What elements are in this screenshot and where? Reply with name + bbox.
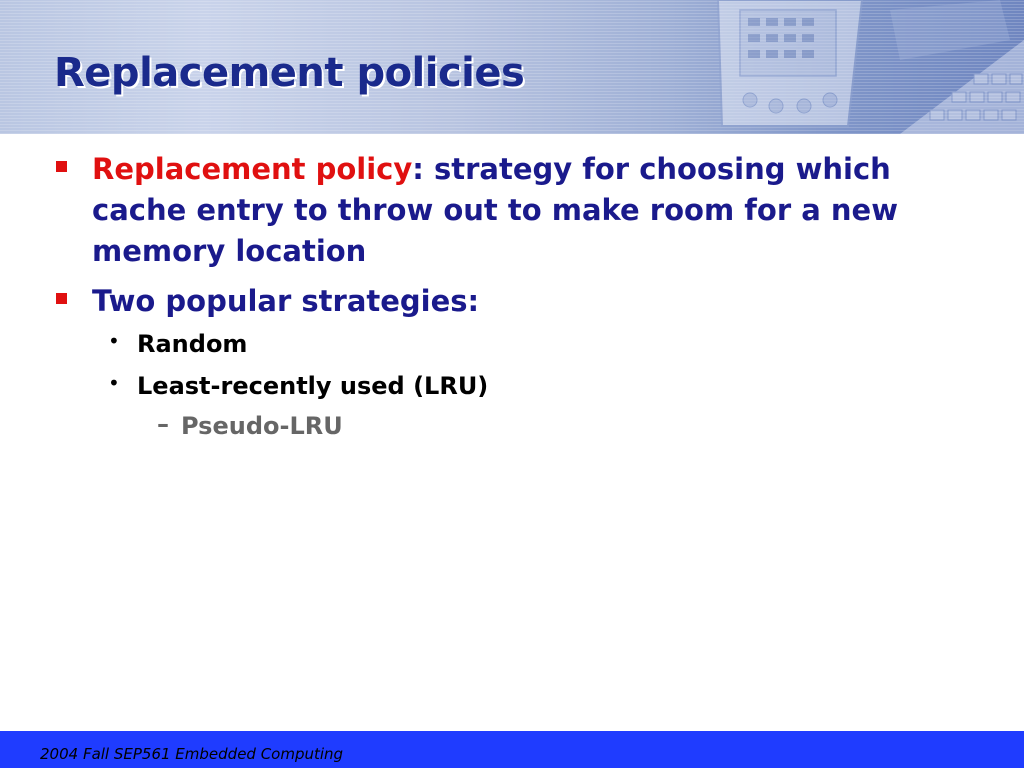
term-replacement-policy: Replacement policy [92, 152, 413, 186]
red-square-bullet-icon [56, 161, 67, 172]
definition-text: : strategy for choosing which cache entry to throw out to make room for a new memory location [92, 152, 898, 268]
subitem-random: Random [137, 330, 248, 358]
footer-bar [0, 730, 1024, 768]
red-square-bullet-icon [56, 293, 67, 304]
subitem-lru: Least-recently used (LRU) [137, 372, 489, 400]
header-banner [0, 0, 1024, 134]
pda-keyboard-illustration [600, 0, 1024, 134]
bullet-replacement-policy [92, 149, 952, 272]
bullet-two-strategies: Two popular strategies: [92, 284, 480, 318]
slide-title: Replacement policies [54, 50, 525, 96]
dash-bullet-icon: – [157, 410, 169, 438]
dot-bullet-icon: • [108, 371, 120, 395]
dot-bullet-icon: • [108, 329, 120, 353]
subitem-pseudo-lru: Pseudo-LRU [181, 412, 343, 440]
footer-text: 2004 Fall SEP561 Embedded Computing [40, 745, 344, 763]
